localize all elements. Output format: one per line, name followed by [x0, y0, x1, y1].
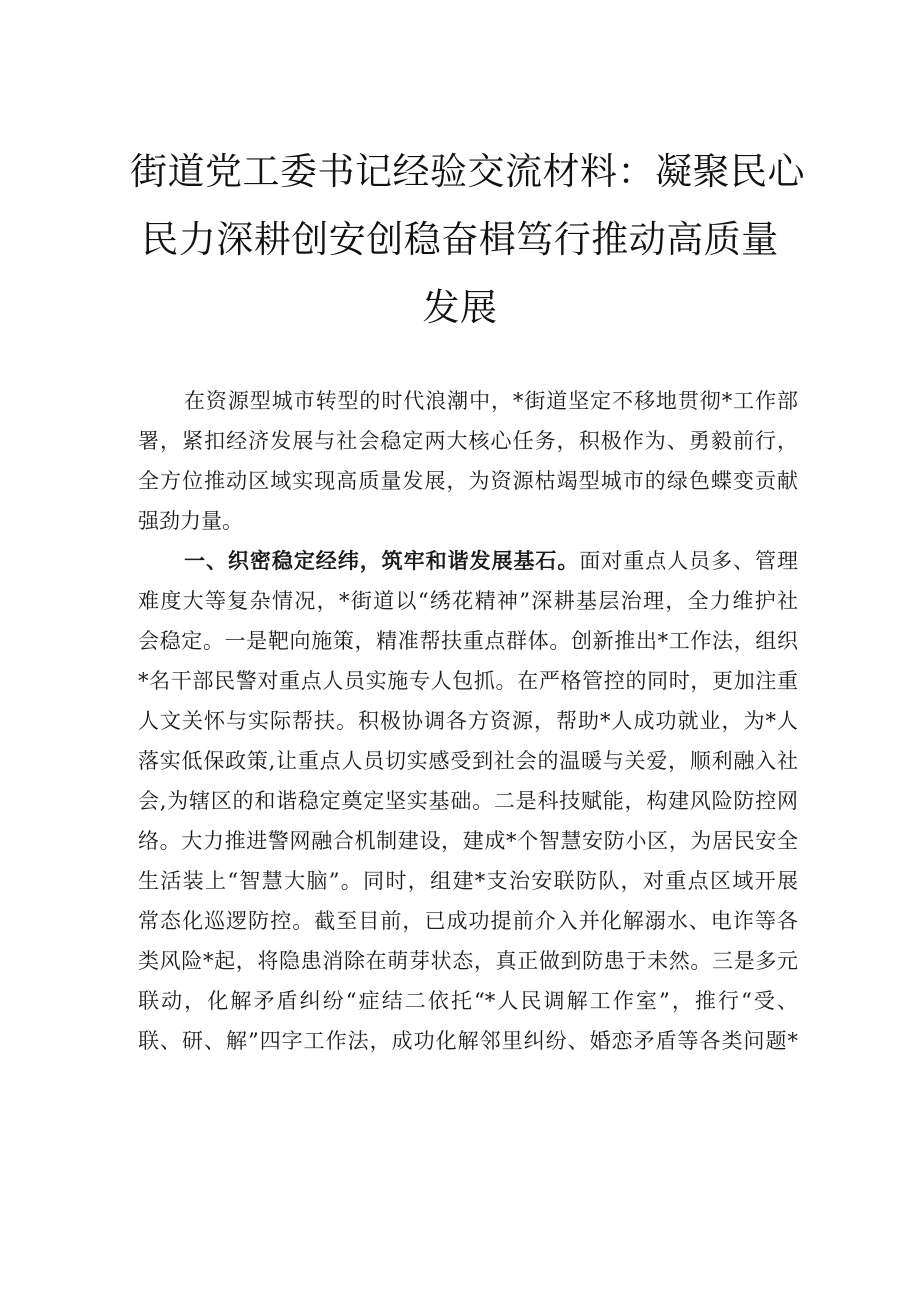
paragraph-line: 联、研、解”四字工作法，成功化解邻里纠纷、婚恋矛盾等各类问题*: [138, 1029, 798, 1053]
section-heading: 一、织密稳定经纬，筑牢和谐发展基石。: [184, 548, 580, 573]
paragraph-line: 落实低保政策,让重点人员切实感受到社会的温暖与关爱，顺利融入社: [138, 749, 798, 773]
paragraph-line: *名干部民警对重点人员实施专人包抓。在严格管控的同时，更加注重: [138, 669, 798, 693]
title-line-1: 街道党工委书记经验交流材料：凝聚民心: [130, 150, 805, 193]
document-title: [130, 138, 805, 342]
paragraph-line: 联动，化解矛盾纠纷“症结二依托“*人民调解工作室”，推行“受、: [138, 989, 798, 1013]
paragraph-text: 面对重点人员多、管理: [579, 549, 799, 573]
paragraph-intro: [138, 381, 798, 541]
paragraph-line: 全方位推动区域实现高质量发展，为资源枯竭型城市的绿色蝶变贡献: [138, 469, 798, 493]
paragraph-line: 会,为辖区的和谐稳定奠定坚实基础。二是科技赋能，构建风险防控网: [138, 789, 798, 813]
paragraph-line: 强劲力量。: [138, 509, 243, 533]
document-body: [138, 381, 798, 1061]
paragraph-section-one: [138, 541, 798, 1061]
paragraph-line: 类风险*起，将隐患消除在萌芽状态，真正做到防患于未然。三是多元: [138, 949, 798, 973]
paragraph-line: 络。大力推进警网融合机制建设，建成*个智慧安防小区，为居民安全: [138, 829, 798, 853]
paragraph-line: 常态化巡逻防控。截至目前，已成功提前介入并化解溺水、电诈等各: [138, 909, 798, 933]
title-line-3: 发展: [422, 286, 498, 329]
paragraph-line: 难度大等复杂情况，*街道以“绣花精神”深耕基层治理，全力维护社: [138, 589, 798, 613]
paragraph-line: 在资源型城市转型的时代浪潮中，*街道坚定不移地贯彻*工作部: [184, 389, 798, 413]
paragraph-line: 人文关怀与实际帮扶。积极协调各方资源，帮助*人成功就业，为*人: [138, 709, 798, 733]
title-line-2: 民力深耕创安创稳奋楫笃行推动高质量: [141, 218, 779, 261]
paragraph-line: 署，紧扣经济发展与社会稳定两大核心任务，积极作为、勇毅前行，: [138, 429, 798, 453]
paragraph-line: 会稳定。一是靶向施策，精准帮扶重点群体。创新推出*工作法，组织: [138, 629, 798, 653]
paragraph-line: [138, 541, 798, 581]
paragraph-line: 生活装上“智慧大脑”。同时，组建*支治安联防队，对重点区域开展: [138, 869, 798, 893]
